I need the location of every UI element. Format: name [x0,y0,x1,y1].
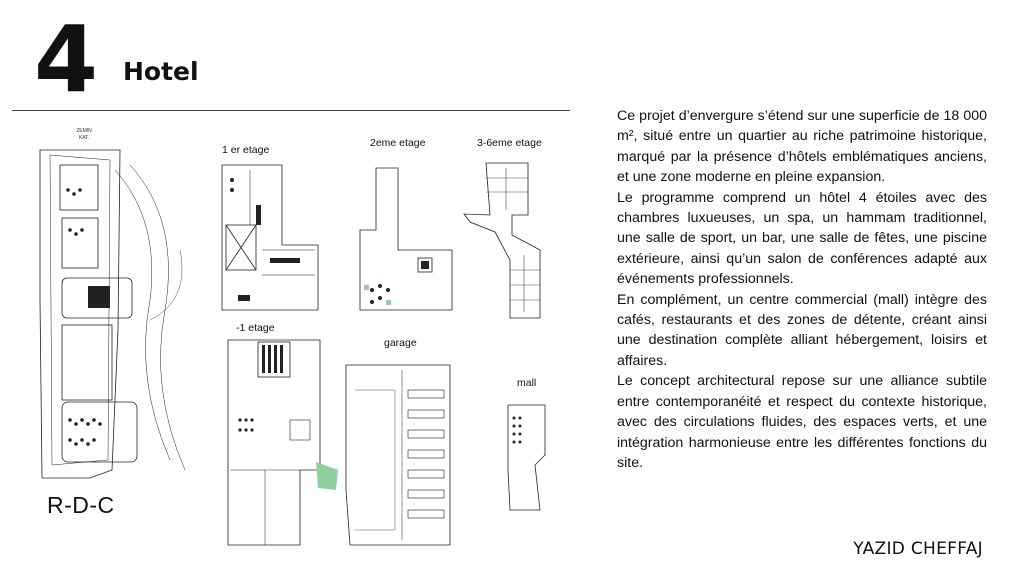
plan-second-floor [360,168,452,310]
label-ground-floor: R-D-C [47,492,115,518]
description-paragraph: En complément, un centre commercial (mall) intègre des cafés, restaurants et des zones de détente, créant ainsi une destination complète alliant hébergement, loisirs et affaires. [617,291,987,369]
plan-garage [346,365,450,545]
site-label-kat: KAT. [78,135,90,141]
plan-first-floor [222,165,318,310]
site-plan-rdc [40,150,185,478]
site-label-zemin: ZEMIN [76,128,92,134]
page-title: Hotel [123,57,199,86]
section-number: 4 [34,6,97,113]
description-paragraph: Ce projet d’envergure s’étend sur une superficie de 18 000 m², situé entre un quartier au riche patrimoine historique, marqué par la présence d’hôtels emblématiques anciens, et une zone moderne en pleine expansion. [617,108,987,186]
label-floors-3-6: 3-6eme etage [477,137,542,149]
label-garage: garage [384,337,417,349]
plan-floors-3-6 [464,163,540,318]
label-second-floor: 2eme etage [370,137,426,149]
plan-mall [508,405,545,510]
description-paragraph: Le programme comprend un hôtel 4 étoiles avec des chambres luxueuses, un spa, un hammam traditionnel, une salle de sport, un bar, une salle de fêtes, une piscine extérieure, ainsi qu’un salon de conférences adapté aux événements professionnels. [617,189,987,288]
description-paragraph: Le concept architectural repose sur une alliance subtile entre contemporanéité et respect du contexte historique, avec des circulations fluides, des espaces verts, et une intégration harmonieuse entre les différentes fonctions du site. [617,373,987,471]
plan-basement [228,340,338,545]
label-basement: -1 etage [236,322,275,334]
label-mall: mall [517,377,537,389]
project-description [617,106,987,473]
label-first-floor: 1 er etage [222,144,270,156]
author-name: YAZID CHEFFAJ [853,539,983,559]
